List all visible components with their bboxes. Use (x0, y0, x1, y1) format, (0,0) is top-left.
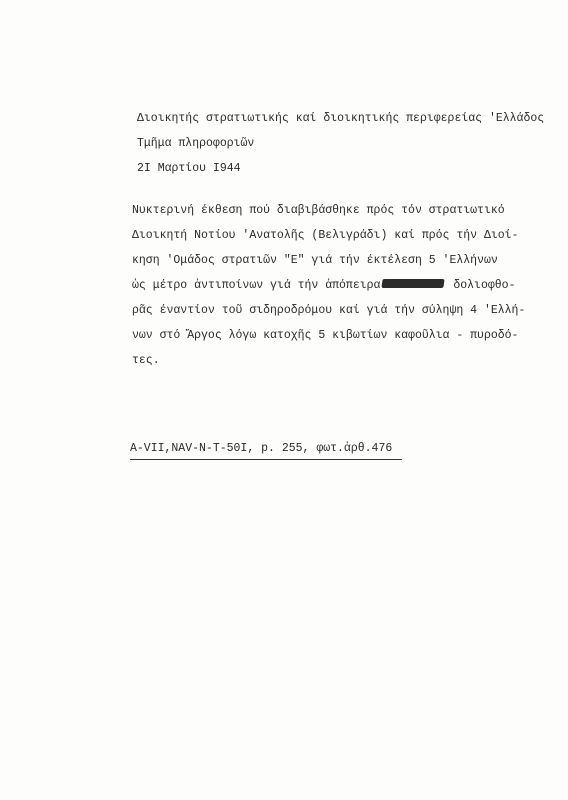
header-authority-line: Διοικητής στρατιωτικής καί διοικητικής περιφερείας 'Ελλάδος (137, 112, 545, 125)
body-line-2: Διοικητή Νοτίου 'Ανατολῆς (Βελιγράδι) καί πρός τήν Διοί- (132, 229, 519, 242)
body-line-4-tail: δολιοφθο- (446, 279, 516, 292)
header-department-line: Τμῆμα πληροφοριῶν (137, 137, 255, 150)
archive-reference: A-VII,NAV-N-T-50I, p. 255, φωτ.ἀρθ.476 (130, 442, 402, 460)
body-line-7: τες. (132, 354, 160, 367)
body-line-5: ρᾶς έναντίον τοῦ σιδηροδρόμου καί γιά τήν σύληψη 4 'Ελλή- (132, 304, 526, 317)
body-line-6: νων στό Ἄργος λόγω κατοχῆς 5 κιβωτίων καφοῦλια - πυροδό- (132, 329, 519, 342)
body-line-4-text: ὡς μέτρο ἀντιποίνων γιά τήν ἀπόπειρα (132, 279, 381, 292)
body-line-3: κηση 'Ομάδος στρατιῶν "Ε" γιά τήν έκτέλεση 5 'Ελλήνων (132, 254, 498, 267)
header-date: 2I Μαρτίου I944 (137, 162, 241, 175)
body-line-1: Νυκτερινή έκθεση πού διαβιβάσθηκε πρός τόν στρατιωτικό (132, 204, 505, 217)
redaction-mark (382, 279, 445, 288)
body-line-4 (132, 279, 515, 293)
